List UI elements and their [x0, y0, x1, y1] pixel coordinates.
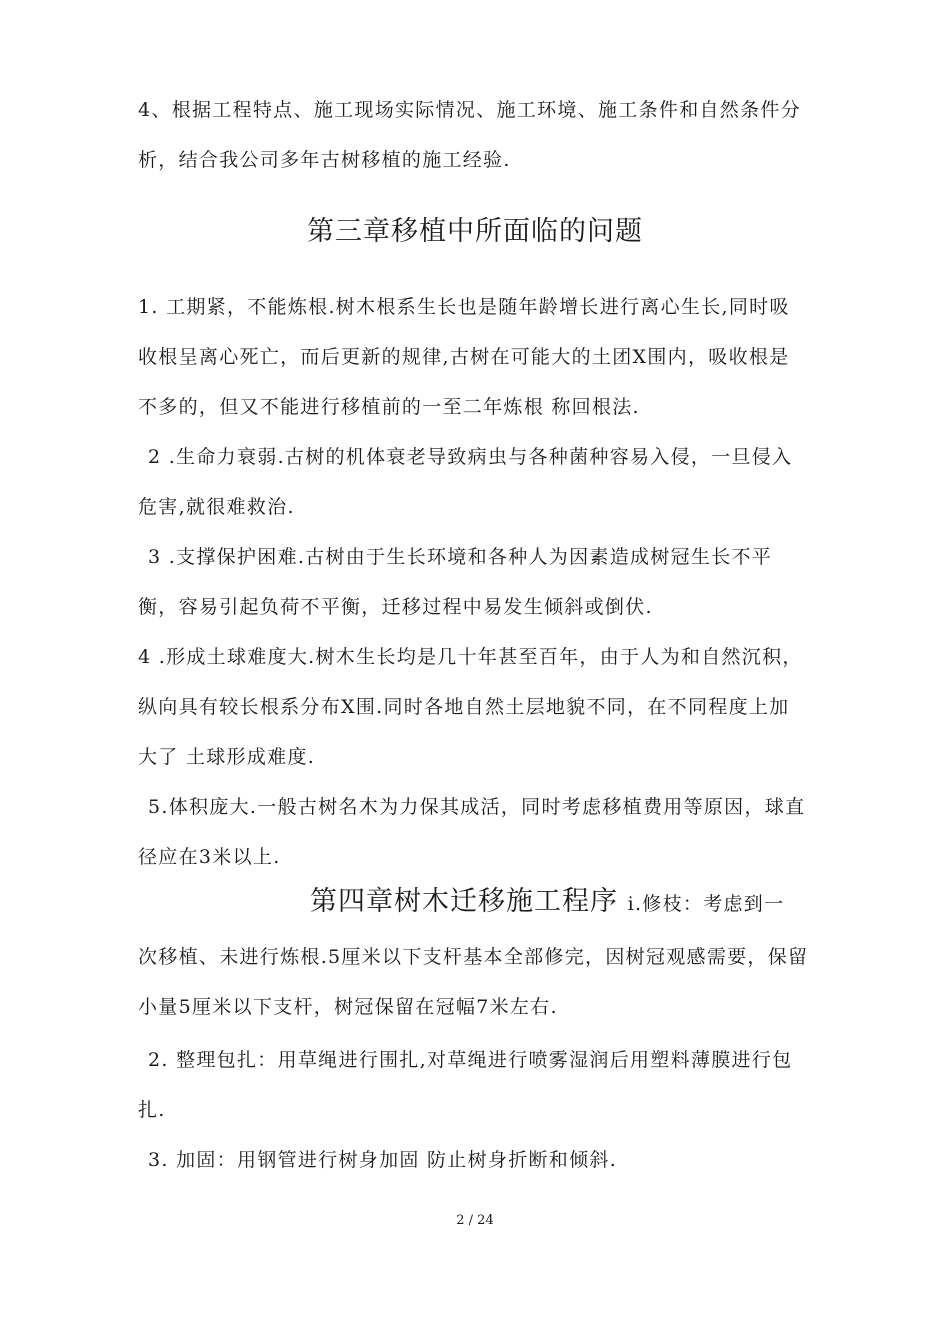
paragraph-line: 析，结合我公司多年古树移植的施工经验. [138, 149, 511, 171]
paragraph-line: 1. 工期紧，不能炼根.树木根系生长也是随年龄增长进行离心生长,同时吸 [138, 296, 790, 318]
chapter-3-heading: 第三章移植中所面临的问题 [307, 216, 643, 247]
paragraph-line: 小量5厘米以下支杆，树冠保留在冠幅7米左右. [138, 996, 558, 1018]
paragraph-line: 2. 整理包扎：用草绳进行围扎,对草绳进行喷雾湿润后用塑料薄膜进行包 [148, 1049, 793, 1071]
paragraph-line: 径应在3米以上. [138, 846, 281, 868]
paragraph-line: 收根呈离心死亡，而后更新的规律,古树在可能大的土团X围内，吸收根是 [138, 346, 790, 368]
paragraph-line: 大了 土球形成难度. [138, 746, 316, 768]
chapter-4-step1-start: i.修枝：考虑到一 [627, 893, 785, 915]
paragraph-line: 不多的，但又不能进行移植前的一至二年炼根 称回根法. [138, 396, 640, 418]
paragraph-line: 4、根据工程特点、施工现场实际情况、施工环境、施工条件和自然条件分 [138, 99, 801, 121]
paragraph-line: 次移植、未进行炼根.5厘米以下支杆基本全部修完，因树冠观感需要，保留 [138, 946, 809, 968]
paragraph-line: 5.体积庞大.一般古树名木为力保其成活，同时考虑移植费用等原因，球直 [148, 796, 806, 818]
paragraph-line: 3 .支撑保护困难.古树由于生长环境和各种人为因素造成树冠生长不平 [148, 546, 773, 568]
chapter-4-title: 第四章树木迁移施工程序 [310, 886, 618, 917]
paragraph-line: 衡，容易引起负荷不平衡，迁移过程中易发生倾斜或倒伏. [138, 596, 653, 618]
paragraph-line: 4 .形成土球难度大.树木生长均是几十年甚至百年，由于人为和自然沉积， [138, 646, 803, 668]
paragraph-line: 2 .生命力衰弱.古树的机体衰老导致病虫与各种菌种容易入侵，一旦侵入 [148, 446, 793, 468]
chapter-4-heading [310, 882, 784, 924]
paragraph-line: 危害,就很难救治. [138, 496, 295, 518]
paragraph-line: 3. 加固：用钢管进行树身加固 防止树身折断和倾斜. [148, 1149, 618, 1171]
page-number: 2 / 24 [456, 1213, 494, 1228]
paragraph-line: 纵向具有较长根系分布X围.同时各地自然土层地貌不同，在不同程度上加 [138, 696, 790, 718]
paragraph-line: 扎. [138, 1099, 166, 1121]
